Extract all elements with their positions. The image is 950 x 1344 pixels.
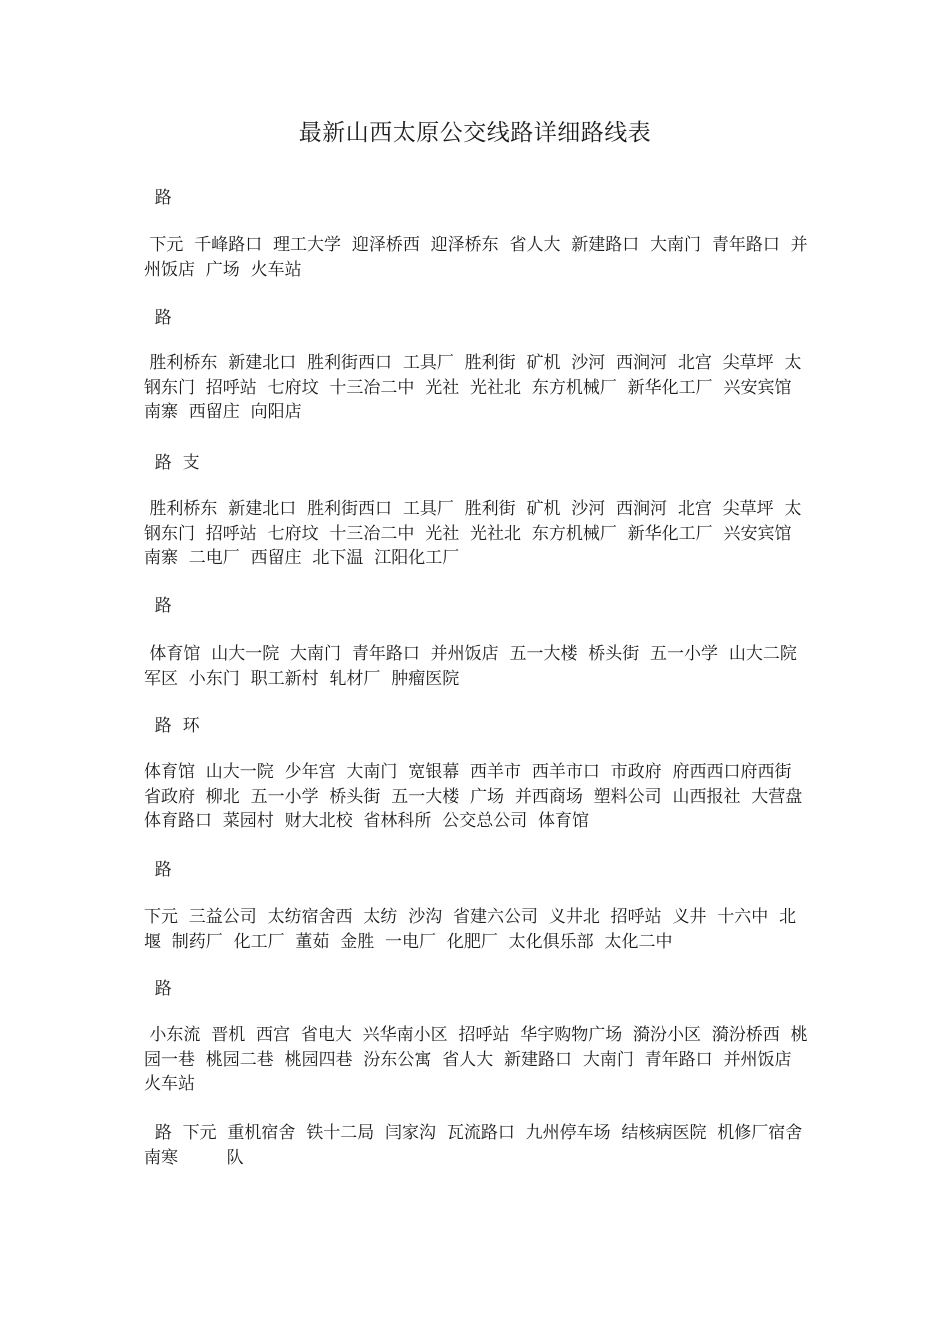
route-heading: 路 — [144, 188, 172, 208]
route-heading: 路 环 — [144, 716, 200, 736]
route-stops: 体育馆 山大一院 大南门 青年路口 并州饭店 五一大楼 桥头街 五一小学 山大二院 军区 小东门 职工新村 轧材厂 肿瘤医院 — [144, 644, 808, 689]
route-heading: 路 — [144, 979, 172, 999]
route-heading: 路 — [144, 860, 172, 880]
route-stops: 体育馆 山大一院 少年宫 大南门 宽银幕 西羊市 西羊市口 市政府 府西西口府西街 省政府 柳北 五一小学 桥头街 五一大楼 广场 并西商场 塑料公司 山西报社 大营盘 体育路口 菜园村 财大北校 省林科所 公交总公司 体育馆 — [144, 762, 814, 831]
route-heading: 路 — [144, 308, 172, 328]
route-stops: 下元 三益公司 太纺宿舍西 太纺 沙沟 省建六公司 义井北 招呼站 义井 十六中 北堰 制药厂 化工厂 董茹 金胜 一电厂 化肥厂 太化俱乐部 太化二中 — [144, 907, 797, 952]
document-title: 最新山西太原公交线路详细路线表 — [298, 120, 652, 146]
route-stops: 路 下元 重机宿舍 铁十二局 闫家沟 瓦流路口 九州停车场 结核病医院 机修厂宿舍 南寒 队 — [144, 1123, 814, 1168]
route-stops: 胜利桥东 新建北口 胜利街西口 工具厂 胜利街 矿机 沙河 西涧河 北宫 尖草坪 太钢东门 招呼站 七府坟 十三冶二中 光社 光社北 东方机械厂 新华化工厂 兴安宾馆 南寨 西留庄 向阳店 — [144, 353, 803, 422]
route-stops: 下元 千峰路口 理工大学 迎泽桥西 迎泽桥东 省人大 新建路口 大南门 青年路口 并州饭店 广场 火车站 — [144, 235, 808, 280]
route-heading: 路 — [144, 596, 172, 616]
route-stops: 小东流 晋机 西宫 省电大 兴华南小区 招呼站 华宇购物广场 漪汾小区 漪汾桥西 桃园一巷 桃园二巷 桃园四巷 汾东公寓 省人大 新建路口 大南门 青年路口 并州饭店 火车站 — [144, 1025, 808, 1094]
route-heading: 路 支 — [144, 453, 200, 473]
route-stops: 胜利桥东 新建北口 胜利街西口 工具厂 胜利街 矿机 沙河 西涧河 北宫 尖草坪 太钢东门 招呼站 七府坟 十三冶二中 光社 光社北 东方机械厂 新华化工厂 兴安宾馆 南寨 二电厂 西留庄 北下温 江阳化工厂 — [144, 499, 803, 568]
